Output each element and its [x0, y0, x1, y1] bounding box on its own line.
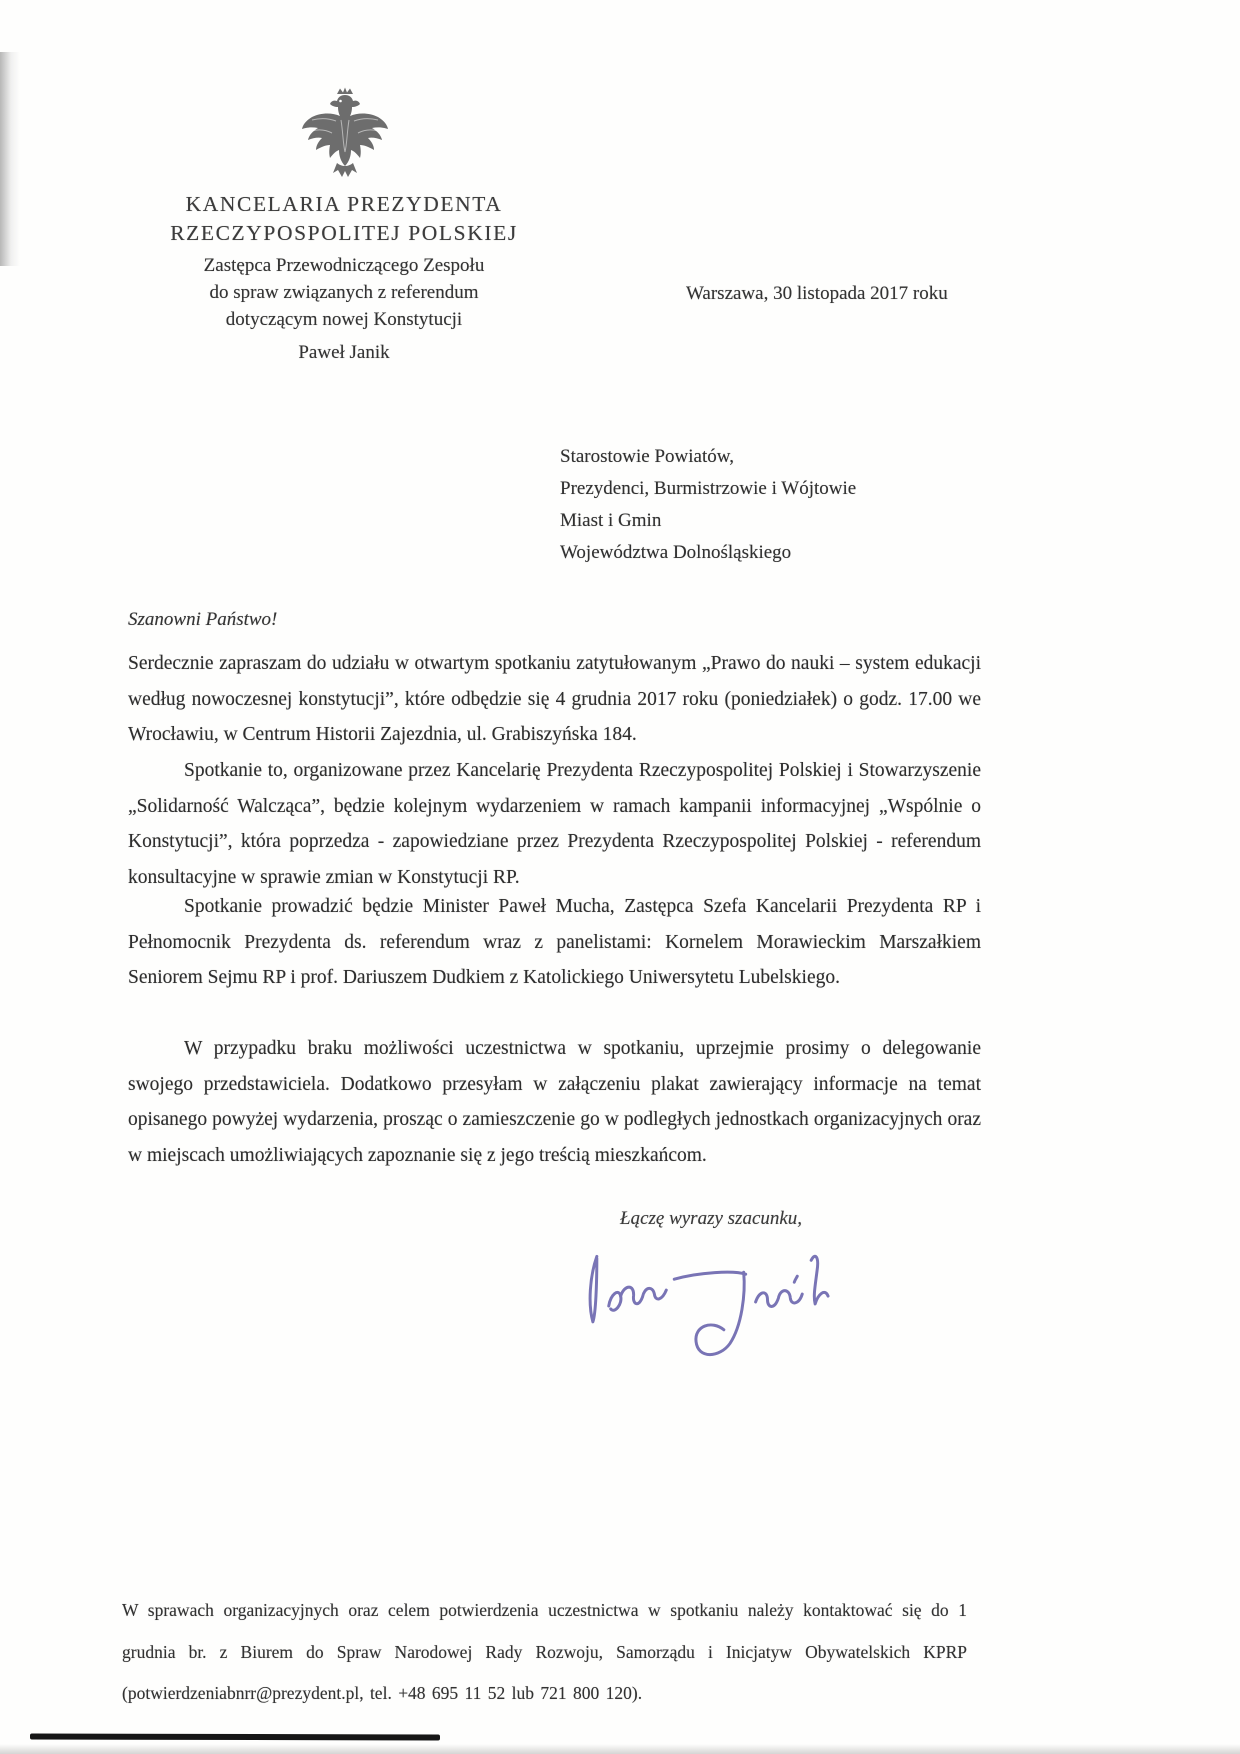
institution-name-line2: RZECZYPOSPOLITEJ POLSKIEJ [170, 221, 518, 245]
dateline: Warszawa, 30 listopada 2017 roku [686, 283, 948, 304]
institution-name-line1: KANCELARIA PREZYDENTA [185, 192, 503, 216]
recipient-line: Prezydenci, Burmistrzowie i Wójtowie [560, 478, 857, 499]
handwritten-signature [575, 1234, 833, 1372]
scan-smudge-artifact [0, 52, 20, 266]
salutation: Szanowni Państwo! [128, 609, 278, 630]
body-paragraph-2: Spotkanie to, organizowane przez Kancelarię Prezydenta Rzeczypospolitej Polskiej i Stowarzyszenie „Solidarność Walcząca”, będzie kolejnym wydarzeniem w ramach kampanii informacyjnej „Wspólnie o Konstytucji”, która poprzedza - zapowiedziane przez Prezydenta Rzeczypospolitej Polskiej - referendum konsultacyjne w sprawie zmian w Konstytucji RP. [128, 760, 981, 888]
recipient-line: Miast i Gmin [560, 510, 662, 531]
body-paragraph-1: Serdecznie zapraszam do udziału w otwartym spotkaniu zatytułowanym „Prawo do nauki – system edukacji według nowoczesnej konstytucji”, które odbędzie się 4 grudnia 2017 roku (poniedziałek) o godz. 17.00 we Wrocławiu, w Centrum Historii Zajezdnia, ul. Grabiszyńska 184. [128, 653, 981, 745]
body-paragraph-4: W przypadku braku możliwości uczestnictwa w spotkaniu, uprzejmie prosimy o delegowanie swojego przedstawiciela. Dodatkowo przesyłam w załączeniu plakat zawierający informacje na temat opisanego powyżej wydarzenia, prosząc o zamieszczenie go w podległych jednostkach organizacyjnych oraz w miejscach umożliwiających zapoznanie się z jego treścią mieszkańcom. [128, 1038, 981, 1166]
sender-title-line: dotyczącym nowej Konstytucji [225, 309, 463, 330]
recipient-line: Starostowie Powiatów, [560, 446, 734, 467]
scan-line-artifact [30, 1733, 440, 1740]
closing-phrase: Łączę wyrazy szacunku, [620, 1208, 803, 1229]
recipient-line: Województwa Dolnośląskiego [560, 542, 792, 563]
sender-name: Paweł Janik [298, 342, 390, 363]
sender-title-block [132, 252, 556, 333]
body-paragraph-3: Spotkanie prowadzić będzie Minister Paweł Mucha, Zastępca Szefa Kancelarii Prezydenta RP i Pełnomocnik Prezydenta ds. referendum wraz z panelistami: Kornelem Morawieckim Marszałkiem Seniorem Sejmu RP i prof. Dariuszem Dudkiem z Katolickiego Uniwersytetu Lubelskiego. [128, 896, 981, 988]
recipient-block [560, 441, 856, 569]
scan-page-edge [0, 1744, 1240, 1754]
sender-title-line: Zastępca Przewodniczącego Zespołu [203, 255, 485, 276]
sender-title-line: do spraw związanych z referendum [209, 282, 479, 303]
footer-contact-note: W sprawach organizacyjnych oraz celem potwierdzenia uczestnictwa w spotkaniu należy kontaktować się do 1 grudnia br. z Biurem do Spraw Narodowej Rady Rozwoju, Samorządu i Inicjatyw Obywatelskich KPRP (potwierdzeniabnrr@prezydent.pl, tel. +48 695 11 52 lub 721 800 120). [122, 1600, 967, 1703]
polish-eagle-emblem [300, 84, 390, 180]
